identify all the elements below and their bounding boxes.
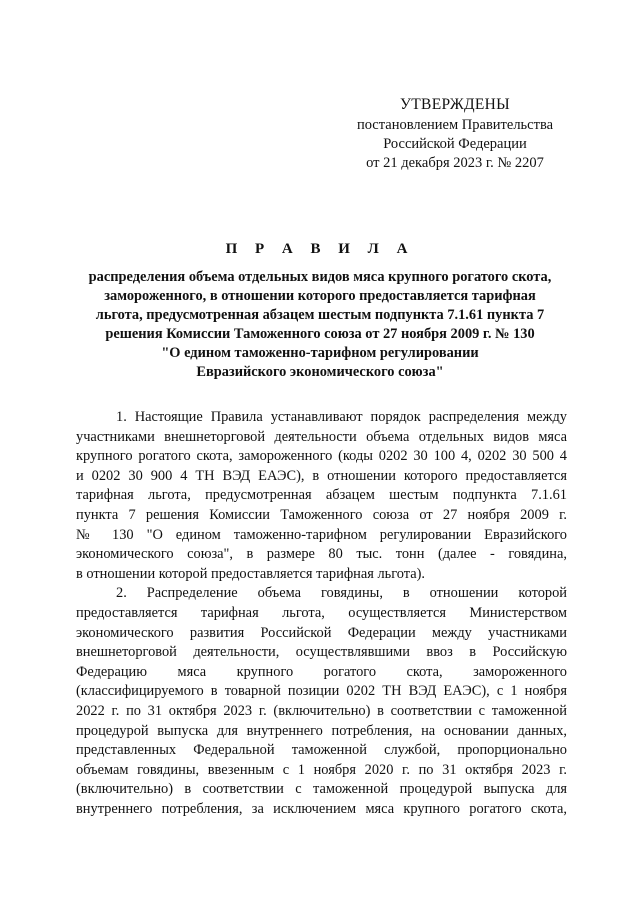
- approval-line-government: Российской Федерации: [383, 136, 527, 152]
- paragraph-line: тарифная льгота, предусмотренная абзацем шестым подпункта 7.1.61: [76, 487, 567, 504]
- approval-heading: УТВЕРЖДЕНЫ: [400, 96, 510, 113]
- approval-line-date-number: от 21 декабря 2023 г. № 2207: [366, 155, 544, 171]
- paragraph-line: 1. Настоящие Правила устанавливают порядок распределения между: [116, 409, 567, 425]
- paragraph-line: экономического развития Российской Федерации между участниками: [76, 624, 567, 641]
- approval-block: [330, 95, 580, 173]
- paragraph-line: предоставляется тарифная льгота, осуществляется Министерством: [76, 604, 567, 621]
- paragraph-line: экономического союза", в размере 80 тыс. тонн (далее - говядина,: [76, 546, 567, 563]
- paragraph-line: Федерацию мяса крупного рогатого скота, замороженного: [76, 663, 567, 680]
- document-body: [76, 408, 567, 819]
- document-title: П Р А В И Л А: [225, 241, 415, 257]
- paragraph-line: пункта 7 решения Комиссии Таможенного союза от 27 ноября 2009 г.: [76, 506, 567, 523]
- document-subtitle: [60, 268, 580, 382]
- paragraph-1: [76, 408, 567, 584]
- paragraph-line: внутреннего потребления, за исключением мяса крупного рогатого скота,: [76, 800, 567, 817]
- paragraph-line: 2022 г. по 31 октября 2023 г. (включительно) в соответствии с таможенной: [76, 702, 567, 719]
- subtitle-line: льгота, предусмотренная абзацем шестым подпункта 7.1.61 пункта 7: [95, 307, 545, 323]
- subtitle-line: замороженного, в отношении которого предоставляется тарифная: [104, 288, 536, 304]
- paragraph-line: объемам говядины, ввезенным с 1 ноября 2020 г. по 31 октября 2023 г.: [76, 761, 567, 778]
- subtitle-line: распределения объема отдельных видов мяса крупного рогатого скота,: [88, 269, 552, 285]
- paragraph-line: участниками внешнеторговой деятельности объема отдельных видов мяса: [76, 428, 567, 445]
- paragraph-line: процедурой выпуска для внутреннего потребления, на основании данных,: [76, 722, 567, 739]
- paragraph-line: представленных Федеральной таможенной службой, пропорционально: [76, 742, 567, 759]
- subtitle-line: решения Комиссии Таможенного союза от 27 ноября 2009 г. № 130: [105, 326, 535, 342]
- paragraph-2: [76, 584, 567, 819]
- paragraph-line: и 0202 30 900 4 ТН ВЭД ЕАЭС), в отношении которого предоставляется: [76, 467, 567, 484]
- approval-line-decree: постановлением Правительства: [356, 117, 554, 133]
- paragraph-line: 2. Распределение объема говядины, в отношении которой: [116, 585, 567, 602]
- paragraph-line: № 130 "О едином таможенно-тарифном регулировании Евразийского: [76, 526, 567, 543]
- paragraph-line: (включительно) в соответствии с таможенной процедурой выпуска для: [76, 781, 567, 798]
- subtitle-line: Евразийского экономического союза": [196, 364, 444, 380]
- subtitle-line: "О едином таможенно-тарифном регулировании: [161, 345, 479, 361]
- paragraph-line: в отношении которой предоставляется тарифная льгота).: [76, 565, 425, 582]
- paragraph-line: внешнеторговой деятельности, осуществлявшими ввоз в Российскую: [76, 644, 567, 661]
- paragraph-line: крупного рогатого скота, замороженного (коды 0202 30 100 4, 0202 30 500 4: [76, 448, 567, 465]
- paragraph-line: (классифицируемого в товарной позиции 0202 ТН ВЭД ЕАЭС), с 1 ноября: [76, 683, 567, 700]
